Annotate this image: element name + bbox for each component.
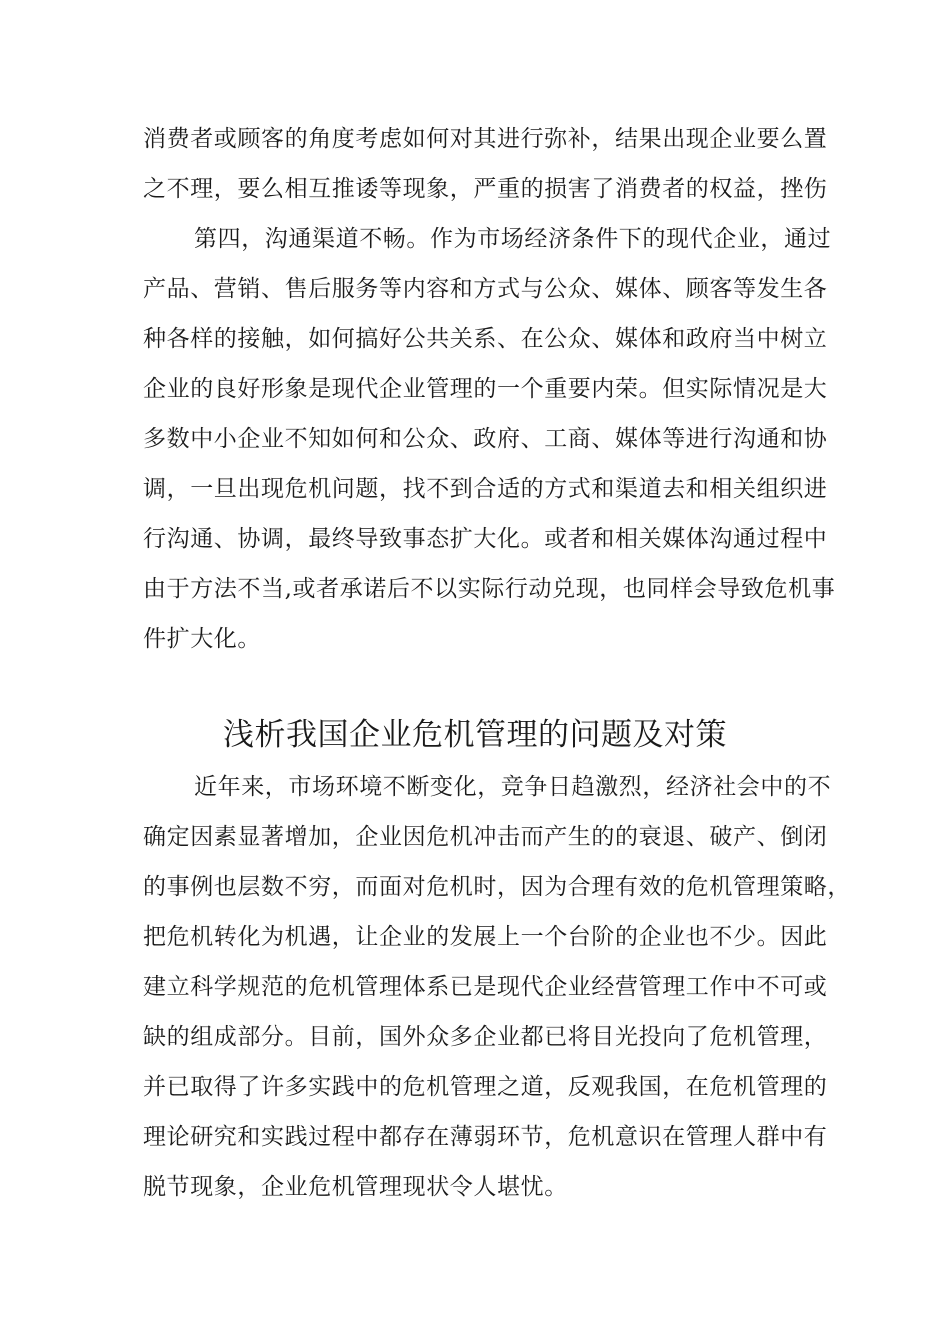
paragraph-line: 多数中小企业不知如何和公众、政府、工商、媒体等进行沟通和协 [143, 426, 828, 452]
paragraph-line: 脱节现象，企业危机管理现状令人堪忧。 [143, 1174, 568, 1200]
paragraph-line: 种各样的接触，如何搞好公共关系、在公众、媒体和政府当中树立 [143, 326, 828, 352]
paragraph-line: 产品、营销、售后服务等内容和方式与公众、媒体、顾客等发生各 [143, 276, 828, 302]
paragraph-line: 并已取得了许多实践中的危机管理之道，反观我国，在危机管理的 [143, 1074, 828, 1100]
paragraph-line: 缺的组成部分。目前，国外众多企业都已将目光投向了危机管理， [143, 1024, 828, 1050]
article-title: 浅析我国企业危机管理的问题及对策 [223, 717, 727, 753]
paragraph-line: 消费者或顾客的角度考虑如何对其进行弥补，结果出现企业要么置 [143, 126, 828, 152]
paragraph-line: 确定因素显著增加，企业因危机冲击而产生的的衰退、破产、倒闭 [143, 824, 828, 850]
paragraph-line: 把危机转化为机遇，让企业的发展上一个台阶的企业也不少。因此 [143, 924, 828, 950]
paragraph-line: 建立科学规范的危机管理体系已是现代企业经营管理工作中不可或 [143, 974, 828, 1000]
paragraph-line: 调，一旦出现危机问题，找不到合适的方式和渠道去和相关组织进 [143, 476, 828, 502]
paragraph-line: 行沟通、协调，最终导致事态扩大化。或者和相关媒体沟通过程中 [143, 526, 828, 552]
paragraph-line: 由于方法不当,或者承诺后不以实际行动兑现，也同样会导致危机事 [143, 576, 836, 602]
paragraph-line: 件扩大化。 [143, 626, 261, 652]
paragraph-line: 近年来，市场环境不断变化，竞争日趋激烈，经济社会中的不 [194, 774, 832, 800]
paragraph-line: 之不理，要么相互推诿等现象，严重的损害了消费者的权益，挫伤 [143, 176, 828, 202]
paragraph-line: 的事例也层数不穷，而面对危机时，因为合理有效的危机管理策略， [143, 874, 851, 900]
paragraph-line: 第四，沟通渠道不畅。作为市场经济条件下的现代企业，通过 [194, 226, 832, 252]
paragraph-line: 理论研究和实践过程中都存在薄弱环节，危机意识在管理人群中有 [143, 1124, 828, 1150]
paragraph-line: 企业的良好形象是现代企业管理的一个重要内荣。但实际情况是大 [143, 376, 828, 402]
